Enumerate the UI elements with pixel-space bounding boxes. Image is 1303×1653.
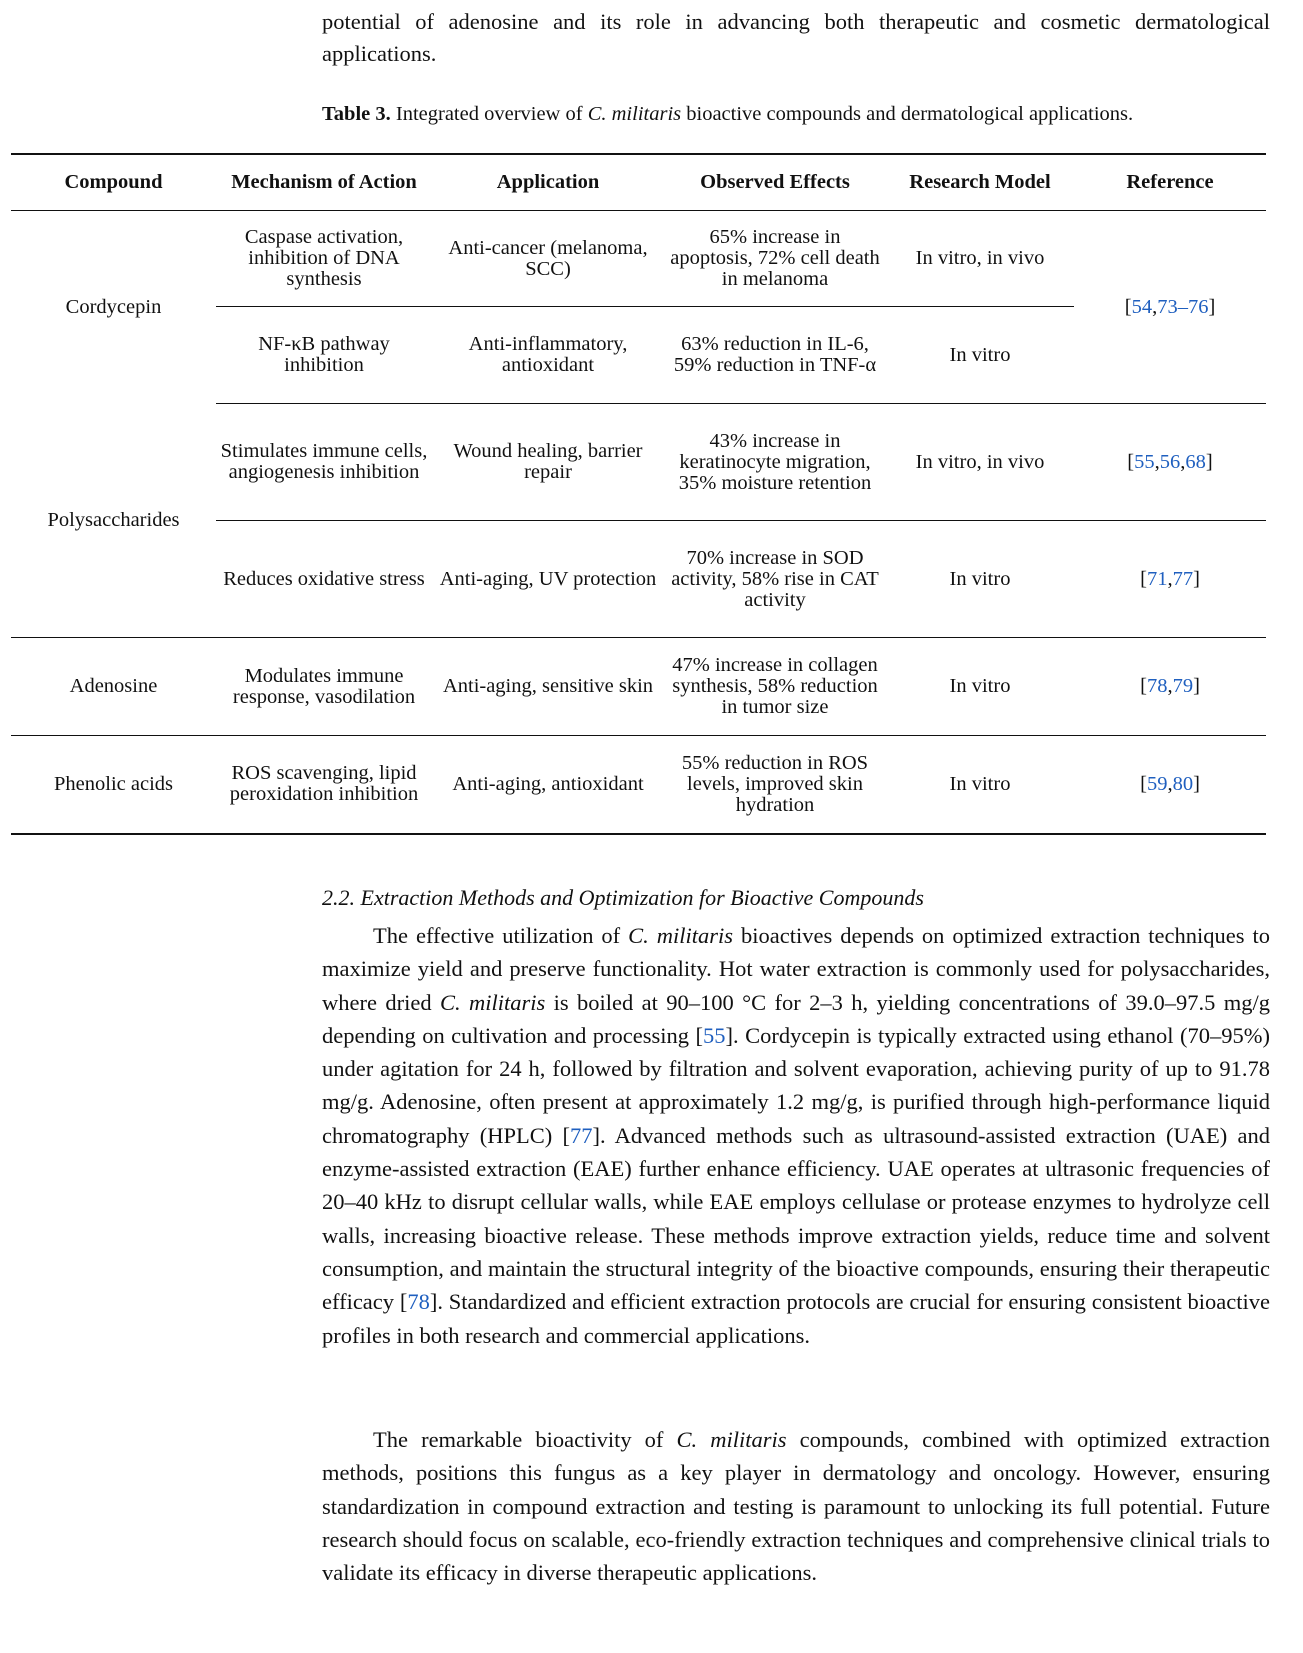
mechanism-cell: ROS scavenging, lipid peroxidation inhibition <box>216 736 432 834</box>
application-cell: Anti-aging, sensitive skin <box>432 638 664 736</box>
body-paragraph: The remarkable bioactivity of C. militaris compounds, combined with optimized extraction methods, positions this fungus as a key player in dermatology and oncology. However, ensuring standardization in compound extraction and testing is paramount to unlocking its full potential. Future research should focus on scalable, eco-friendly extraction techniques and comprehensive clinical trials to validate its efficacy in diverse therapeutic applications. <box>322 1427 1271 1586</box>
header-observed-effects: Observed Effects <box>664 154 886 211</box>
caption-text: Integrated overview of <box>390 103 588 125</box>
effects-cell: 55% reduction in ROS levels, improved skin hydration <box>664 736 886 834</box>
citation-link[interactable]: 80 <box>1172 772 1194 795</box>
citation-link[interactable]: 54 <box>1131 295 1153 318</box>
reference-cell: [55,56,68] <box>1074 404 1266 521</box>
intro-paragraph: potential of adenosine and its role in advancing both therapeutic and cosmetic dermatological applications. <box>322 9 1270 66</box>
application-cell: Wound healing, barrier repair <box>432 404 664 521</box>
citation-link[interactable]: 59 <box>1146 772 1168 795</box>
application-cell: Anti-cancer (melanoma, SCC) <box>432 211 664 307</box>
citation-link[interactable]: 77 <box>569 1122 593 1148</box>
model-cell: In vitro <box>886 736 1074 834</box>
table-row <box>11 638 1266 736</box>
citation-link[interactable]: 77 <box>1172 567 1194 590</box>
header-mechanism: Mechanism of Action <box>216 154 432 211</box>
reference-cell: [54,73–76] <box>1074 211 1266 404</box>
compound-cell: Adenosine <box>11 638 216 736</box>
table-row <box>11 211 1266 307</box>
citation-link[interactable]: 55 <box>703 1022 726 1048</box>
citation-link[interactable]: 78 <box>407 1289 430 1315</box>
compound-cell: Phenolic acids <box>11 736 216 834</box>
reference-cell: [78,79] <box>1074 638 1266 736</box>
reference-cell: [59,80] <box>1074 736 1266 834</box>
table-caption <box>322 101 1282 127</box>
model-cell: In vitro, in vivo <box>886 211 1074 307</box>
effects-cell: 63% reduction in IL-6, 59% reduction in TNF-α <box>664 307 886 404</box>
citation-link[interactable]: 68 <box>1185 450 1206 473</box>
citation-link[interactable]: 73–76 <box>1157 295 1209 318</box>
effects-cell: 70% increase in SOD activity, 58% rise in CAT activity <box>664 521 886 638</box>
table-row <box>11 404 1266 521</box>
table-header-row <box>11 154 1266 211</box>
citation-link[interactable]: 71 <box>1146 567 1168 590</box>
effects-cell: 47% increase in collagen synthesis, 58% reduction in tumor size <box>664 638 886 736</box>
mechanism-cell: Modulates immune response, vasodilation <box>216 638 432 736</box>
caption-text-end: bioactive compounds and dermatological applications. <box>681 103 1134 125</box>
mechanism-cell: NF-κB pathway inhibition <box>216 307 432 404</box>
header-application: Application <box>432 154 664 211</box>
application-cell: Anti-aging, UV protection <box>432 521 664 638</box>
reference-cell: [71,77] <box>1074 521 1266 638</box>
table-row <box>11 736 1266 834</box>
body-paragraph: The effective utilization of C. militaris bioactives depends on optimized extraction techniques to maximize yield and preserve functionality. Hot water extraction is commonly used for polysaccharides, where dried C. militaris is boiled at 90–100 °C for 2–3 h, yielding concentrations of 39.0–97.5 mg/g depending on cultivation and processing [55]. Cordycepin is typically extracted using ethanol (70–95%) under agitation for 24 h, followed by filtration and solvent evaporation, achieving purity of up to 91.78 mg/g. Adenosine, often present at approximately 1.2 mg/g, is purified through high-performance liquid chromatography (HPLC) [77]. Advanced methods such as ultrasound-assisted extraction (UAE) and enzyme-assisted extraction (EAE) further enhance efficiency. UAE operates at ultrasonic frequencies of 20–40 kHz to disrupt cellular walls, while EAE employs cellulase or protease enzymes to hydrolyze cell walls, increasing bioactive release. These methods improve extraction yields, reduce time and solvent consumption, and maintain the structural integrity of the bioactive compounds, ensuring their therapeutic efficacy [78]. Standardized and efficient extraction protocols are crucial for ensuring consistent bioactive profiles in both research and commercial applications. <box>322 923 1271 1348</box>
model-cell: In vitro <box>886 307 1074 404</box>
compound-cell: Cordycepin <box>65 295 162 318</box>
compound-cell: Polysaccharides <box>11 404 216 638</box>
table-label: Table 3. <box>322 103 391 125</box>
model-cell: In vitro <box>886 521 1074 638</box>
application-cell: Anti-aging, antioxidant <box>432 736 664 834</box>
mechanism-cell: Stimulates immune cells, angiogenesis inhibition <box>216 404 432 521</box>
effects-cell: 65% increase in apoptosis, 72% cell death in melanoma <box>664 211 886 307</box>
effects-cell: 43% increase in keratinocyte migration, 35% moisture retention <box>664 404 886 521</box>
citation-link[interactable]: 56 <box>1159 450 1181 473</box>
citation-link[interactable]: 78 <box>1146 675 1168 697</box>
model-cell: In vitro <box>886 638 1074 736</box>
mechanism-cell: Reduces oxidative stress <box>216 521 432 638</box>
model-cell: In vitro, in vivo <box>886 404 1074 521</box>
table-3 <box>11 153 1266 835</box>
application-cell: Anti-inflammatory, antioxidant <box>432 307 664 404</box>
mechanism-cell: Caspase activation, inhibition of DNA synthesis <box>216 211 432 307</box>
citation-link[interactable]: 79 <box>1172 675 1194 697</box>
section-heading: 2.2. Extraction Methods and Optimization for Bioactive Compounds <box>322 885 924 910</box>
header-reference: Reference <box>1074 154 1266 211</box>
caption-species: C. militaris <box>587 103 682 125</box>
header-research-model: Research Model <box>886 154 1074 211</box>
citation-link[interactable]: 55 <box>1134 450 1155 473</box>
header-compound: Compound <box>11 154 216 211</box>
